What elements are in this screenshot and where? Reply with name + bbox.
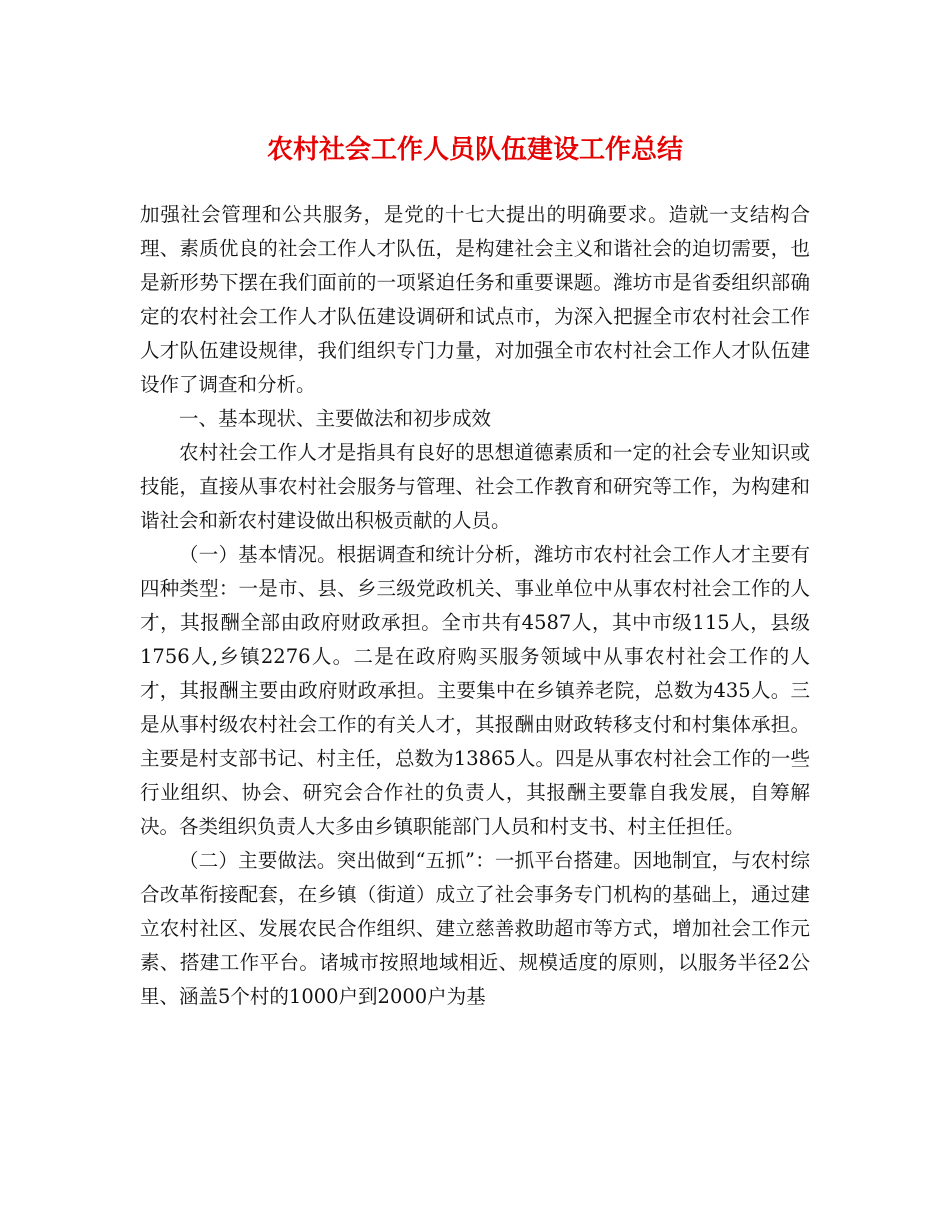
paragraph-basic-situation: （一）基本情况。根据调查和统计分析，潍坊市农村社会工作人才主要有四种类型：一是市、县、乡三级党政机关、事业单位中从事农村社会工作的人才，其报酬全部由政府财政承担。全市共有4587人，其中市级115人，县级1756人,乡镇2276人。二是在政府购买服务领域中从事农村社会工作的人才，其报酬主要由政府财政承担。主要集中在乡镇养老院，总数为435人。三是从事村级农村社会工作的有关人才，其报酬由财政转移支付和村集体承担。主要是村支部书记、村主任，总数为13865人。四是从事农村社会工作的一些行业组织、协会、研究会合作社的负责人，其报酬主要靠自我发展，自筹解决。各类组织负责人大多由乡镇职能部门人员和村支书、村主任担任。	[140, 543, 810, 838]
paragraph-intro: 加强社会管理和公共服务，是党的十七大提出的明确要求。造就一支结构合理、素质优良的社会工作人才队伍，是构建社会主义和谐社会的迫切需要，也是新形势下摆在我们面前的一项紧迫任务和重要课题。潍坊市是省委组织部确定的农村社会工作人才队伍建设调研和试点市，为深入把握全市农村社会工作人才队伍建设规律，我们组织专门力量，对加强全市农村社会工作人才队伍建设作了调查和分析。	[140, 203, 810, 396]
paragraph-main-practices: （二）主要做法。突出做到“五抓”：一抓平台搭建。因地制宜，与农村综合改革衔接配套，在乡镇（街道）成立了社会事务专门机构的基础上，通过建立农村社区、发展农民合作组织、建立慈善救助超市等方式，增加社会工作元素、搭建工作平台。诸城市按照地域相近、规模适度的原则，以服务半径2公里、涵盖5个村的1000户到2000户为基	[140, 849, 810, 1008]
document-title: 农村社会工作人员队伍建设工作总结	[266, 135, 683, 165]
section-heading: 一、基本现状、主要做法和初步成效	[179, 407, 492, 430]
document-body	[140, 198, 810, 1014]
paragraph-definition: 农村社会工作人才是指具有良好的思想道德素质和一定的社会专业知识或技能，直接从事农村社会服务与管理、社会工作教育和研究等工作，为构建和谐社会和新农村建设做出积极贡献的人员。	[140, 441, 810, 532]
